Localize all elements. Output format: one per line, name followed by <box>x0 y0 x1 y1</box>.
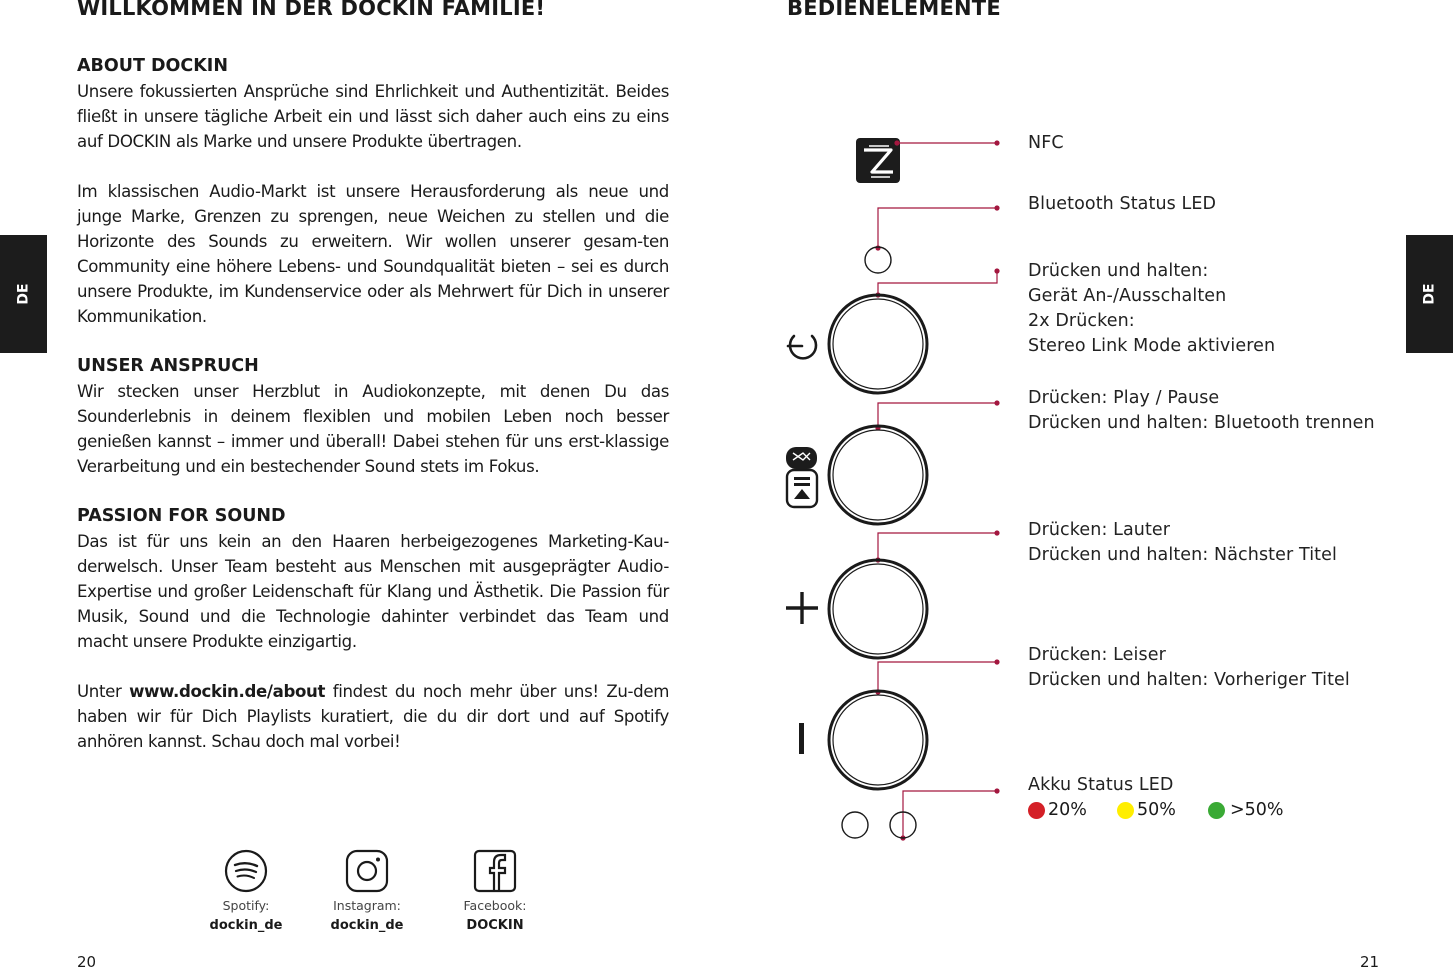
bluetooth-icon <box>786 447 817 469</box>
play-pause-button[interactable] <box>829 426 927 524</box>
battery-led-1 <box>842 812 868 838</box>
page-title-left: WILLKOMMEN IN DER DOCKIN FAMILIE! <box>77 0 546 20</box>
label-play-pause: Drücken: Play / Pause Drücken und halten: Bluetooth trennen <box>1028 388 1375 433</box>
page-title-right: BEDIENELEMENTE <box>787 0 1001 20</box>
language-tab-left: DE <box>0 235 47 353</box>
legend-dot-yellow <box>1117 802 1134 819</box>
connector-play <box>878 403 997 428</box>
connector-minus <box>878 662 997 692</box>
paragraph-anspruch: Wir stecken unser Herzblut in Audiokonzepte, mit denen Du das Sounderlebnis in deinem flexiblen und mobilen Leben noch besser genießen kannst – immer und überall! Dabei stehen für uns erst-klassige Verarbeitung und ein bestechender Sound stets im Fokus. <box>77 382 669 476</box>
label-power: Drücken und halten: Gerät An-/Ausschalten 2x Drücken: Stereo Link Mode aktivieren <box>1028 261 1276 356</box>
volume-up-button[interactable] <box>829 560 927 658</box>
heading-passion: PASSION FOR SOUND <box>77 506 286 526</box>
paragraph-passion: Das ist für uns kein an den Haaren herbeigezogenes Marketing-Kau-derwelsch. Unser Team besteht aus Menschen mit ausgeprägter Audio-Expertise und großer Leidenschaft für Klang und Ästhetik. Die Passion für Musik, Sound und die Technologie dahinter verbindet das Team und macht unsere Produkte einzigartig. <box>77 532 669 651</box>
language-tab-right: DE <box>1406 235 1453 353</box>
closing-prefix: Unter <box>77 682 130 701</box>
spotify-label: Spotify: <box>222 898 270 913</box>
bluetooth-led <box>865 247 891 273</box>
heading-about: ABOUT DOCKIN <box>77 56 228 76</box>
connector-battery <box>903 791 997 838</box>
play-pause-icon <box>787 470 817 507</box>
instagram-handle: dockin_de <box>330 918 404 933</box>
legend-dot-green <box>1208 802 1225 819</box>
label-volume-down: Drücken: Leiser Drücken und halten: Vorheriger Titel <box>1028 645 1350 690</box>
page-number-right: 21 <box>1360 953 1380 971</box>
spotify-handle: dockin_de <box>209 918 283 933</box>
about-link[interactable]: www.dockin.de/about <box>129 682 326 701</box>
minus-icon <box>799 723 804 754</box>
label-battery: Akku Status LED <box>1028 775 1174 795</box>
instagram-label: Instagram: <box>333 898 401 913</box>
legend-dot-red <box>1028 802 1045 819</box>
page-number-left: 20 <box>77 953 97 971</box>
paragraph-about-2: Im klassischen Audio-Markt ist unsere Herausforderung als neue und junge Marke, Grenzen zu sprengen, neue Weichen zu stellen und die Horizonte des Sounds zu erweitern. Wir wollen unserer gesam-ten Community eine höhere Lebens- und Soundqualität bieten – sei es durch unsere Produkte, im Kundenservice oder als Mehrwert für Dich in unserer Kommunikation. <box>77 182 669 326</box>
nfc-icon <box>856 138 900 183</box>
label-volume-up: Drücken: Lauter Drücken und halten: Nächster Titel <box>1028 520 1337 565</box>
paragraph-about-1: Unsere fokussierten Ansprüche sind Ehrlichkeit und Authentizität. Beides fließt in unsere tägliche Arbeit ein und lässt sich daher auch eins zu eins auf DOCKIN als Marke und unsere Produkte übertragen. <box>77 82 669 151</box>
facebook-label: Facebook: <box>463 898 527 913</box>
power-icon <box>788 336 816 358</box>
facebook-handle: DOCKIN <box>466 918 524 933</box>
volume-down-button[interactable] <box>829 691 927 789</box>
connector-power <box>878 271 997 295</box>
label-nfc: NFC <box>1028 133 1064 153</box>
legend-50: 50% <box>1117 800 1176 820</box>
label-bluetooth-led: Bluetooth Status LED <box>1028 194 1217 214</box>
closing-suffix: findest du noch mehr über uns! Zu-dem haben wir für Dich Playlists kuratiert, die du dir dort und auf Spotify anhören kannst. Schau doch mal vorbei! <box>77 682 670 751</box>
power-button[interactable] <box>829 295 927 393</box>
legend-20: 20% <box>1028 800 1087 820</box>
plus-icon <box>786 592 818 624</box>
heading-anspruch: UNSER ANSPRUCH <box>77 356 259 376</box>
connector-bt-led <box>878 208 997 248</box>
legend-over-50: >50% <box>1208 800 1284 820</box>
connector-plus <box>878 533 997 560</box>
